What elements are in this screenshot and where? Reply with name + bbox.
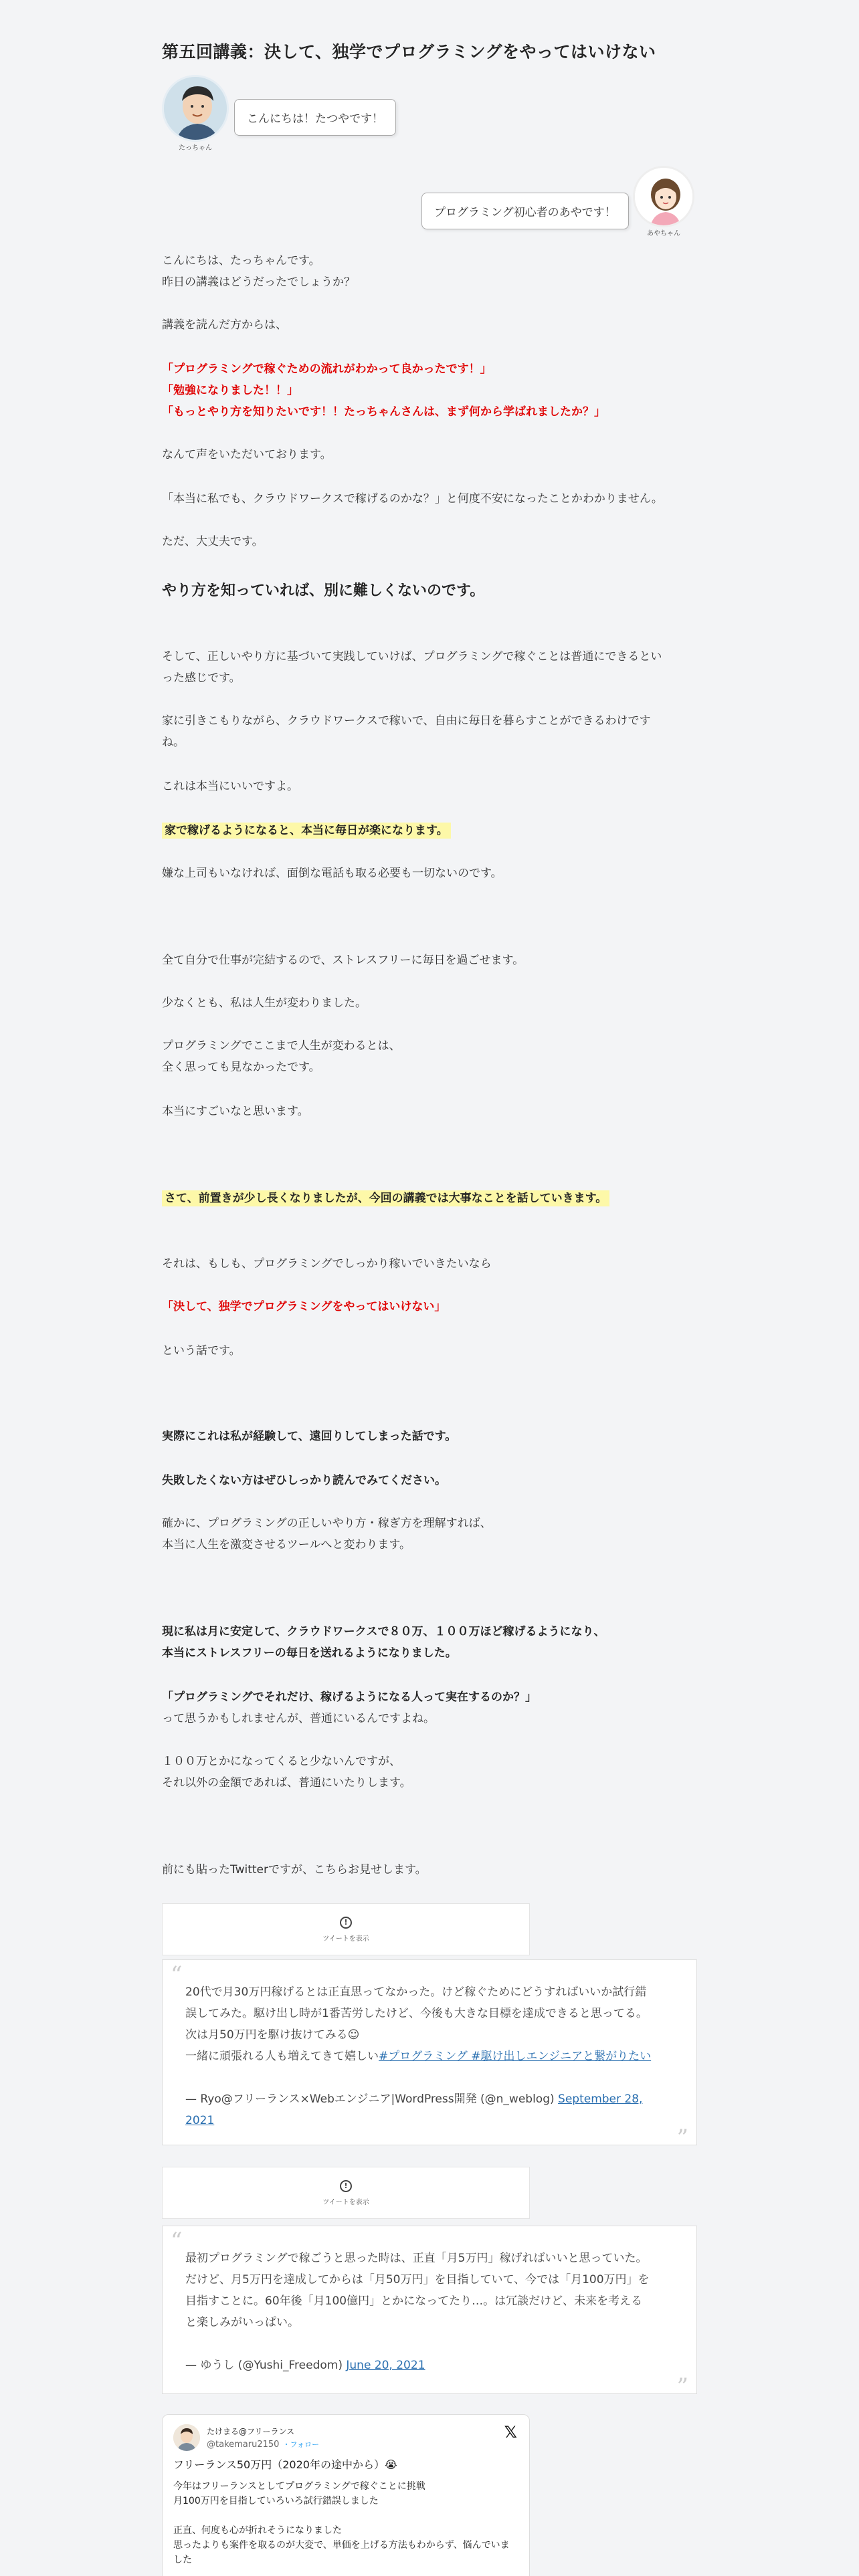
paragraph: １００万とかになってくると少ないんですが、	[162, 1755, 401, 1768]
tweet-embed-placeholder[interactable]	[162, 1903, 530, 1955]
quote-line: 目指すことに。60年後「月100億円」とかになってたり…。は冗談だけど、未来を考える	[185, 2294, 643, 2308]
embed-caption: ツイートを表示	[322, 2198, 369, 2206]
tweet-author-name[interactable]: たけまる@フリーランス	[207, 2427, 295, 2436]
paragraph: 全く思っても見なかったです。	[162, 1061, 320, 1074]
quote-line: 次は月50万円を駆け抜けてみる☺︎	[185, 2028, 360, 2042]
red-quote: 「決して、独学でプログラミングをやってはいけない」	[162, 1300, 446, 1313]
bold-line: 「プログラミングでそれだけ、稼げるようになる人って実在するのか？」	[162, 1691, 537, 1704]
chat-left	[162, 75, 697, 155]
highlight-line	[162, 820, 704, 841]
section-heading: やり方を知っていれば、別に難しくないのです。	[162, 582, 485, 599]
tacchan-name: たっちゃん	[179, 144, 212, 152]
red-quote: 「勉強になりました！！」	[162, 384, 298, 397]
tweet-embed-placeholder[interactable]	[162, 2167, 530, 2219]
tweet-body: 今年はフリーランスとしてプログラミングで稼ぐことに挑戦 月100万円を目指していろいろ試行錯誤しました 正直、何度も心が折れそうになりました 思ったよりも案件を取るのが大変で、単価を上げる方法もわからず、悩んでいました	[173, 2481, 510, 2565]
paragraph: 全て自分で仕事が完結するので、ストレスフリーに毎日を過ごせます。	[162, 954, 524, 967]
follow-link[interactable]: ・フォロー	[282, 2440, 319, 2449]
paragraph: なんて声をいただいております。	[162, 448, 332, 461]
tacchan-message: こんにちは！たつやです！	[234, 99, 396, 136]
bold-line: 実際にこれは私が経験して、遠回りしてしまった話です。	[162, 1430, 457, 1443]
paragraph: これは本当にいいですよ。	[162, 780, 298, 793]
quote-line: 一緒に頑張れる人も増えてきて嬉しい	[185, 2050, 379, 2063]
red-quote: 「もっとやり方を知りたいです！！たっちゃんさんは、まず何から学ばれましたか？」	[162, 405, 605, 419]
tweet-card[interactable]	[162, 2414, 530, 2576]
paragraph: それは、もしも、プログラミングでしっかり稼いでいきたいなら	[162, 1257, 492, 1271]
info-icon: !	[340, 2180, 352, 2192]
paragraph: そして、正しいやり方に基づいて実践していけば、プログラミングで稼ぐことは普通にできるとい	[162, 650, 662, 663]
quote-author: — ゆうし (@Yushi_Freedom)	[185, 2359, 343, 2372]
aya-name: あやちゃん	[647, 230, 680, 237]
paragraph: 本当に人生を激変させるツールへと変わります。	[162, 1538, 411, 1551]
paragraph: こんにちは、たっちゃんです。	[162, 254, 320, 267]
quote-line: 20代で月30万円稼げるとは正直思ってなかった。けど稼ぐためにどうすればいいか試行錯	[185, 1985, 647, 1999]
paragraph: った感じです。	[162, 671, 241, 685]
page-title: 第五回講義：決して、独学でプログラミングをやってはいけない	[162, 42, 656, 62]
x-logo-icon[interactable]: 𝕏	[504, 2423, 517, 2442]
bold-line: 失敗したくない方はぜひしっかり読んでみてください。	[162, 1474, 446, 1487]
tacchan-avatar	[162, 75, 229, 142]
paragraph: ね。	[162, 736, 185, 749]
paragraph: 昨日の講義はどうだったでしょうか？	[162, 276, 355, 289]
highlight-text: さて、前置きが少し長くなりましたが、今回の講義では大事なことを話していきます。	[162, 1190, 609, 1206]
info-icon: !	[340, 1917, 352, 1929]
close-quote-icon: ”	[676, 2373, 688, 2400]
paragraph: プログラミングでここまで人生が変わるとは、	[162, 1039, 401, 1053]
tweet-quote	[162, 2226, 697, 2400]
tweet-headline: フリーランス50万円（2020年の途中から）😭	[173, 2458, 397, 2471]
woman-icon	[635, 168, 694, 227]
user-icon	[173, 2424, 200, 2451]
paragraph: という話です。	[162, 1344, 241, 1358]
quote-line: だけど、月5万円を達成してからは「月50万円」を目指していて、今では「月100万円」を	[185, 2273, 650, 2286]
hashtag-link[interactable]: #プログラミング #駆け出しエンジニアと繋がりたい	[379, 2050, 652, 2063]
tweet-quote	[162, 1959, 697, 2151]
tweet-handle[interactable]: @takemaru2150	[207, 2440, 280, 2450]
paragraph: 家に引きこもりながら、クラウドワークスで稼いで、自由に毎日を暮らすことができるわけです	[162, 714, 651, 728]
paragraph: 前にも貼ったTwitterですが、こちらお見せします。	[162, 1863, 427, 1876]
highlight-line	[162, 1188, 704, 1209]
quote-date-link[interactable]: June 20, 2021	[346, 2359, 425, 2372]
person-icon	[164, 77, 229, 142]
paragraph: それ以外の金額であれば、普通にいたりします。	[162, 1776, 411, 1790]
paragraph: 少なくとも、私は人生が変わりました。	[162, 996, 367, 1010]
paragraph: ただ、大丈夫です。	[162, 535, 264, 548]
quote-author: — Ryo@フリーランス×Webエンジニア|WordPress開発 (@n_weblog)	[185, 2092, 555, 2106]
quote-date-link[interactable]: September 28, 2021	[185, 2092, 643, 2127]
red-quote: 「プログラミングで稼ぐための流れがわかって良かったです！」	[162, 362, 492, 376]
open-quote-icon: “	[171, 2228, 183, 2254]
highlight-text: 家で稼げるようになると、本当に毎日が楽になります。	[162, 823, 451, 839]
quote-line: と楽しみがいっぱい。	[185, 2316, 299, 2329]
close-quote-icon: ”	[676, 2125, 688, 2151]
paragraph: 講義を読んだ方からは、	[162, 318, 287, 332]
bold-line: 現に私は月に安定して、クラウドワークスで８０万、１００万ほど稼げるようになり、	[162, 1625, 605, 1638]
quote-line: 最初プログラミングで稼ごうと思った時は、正直「月5万円」稼げればいいと思っていた。	[185, 2252, 648, 2265]
paragraph: 確かに、プログラミングの正しいやり方・稼ぎ方を理解すれば、	[162, 1517, 492, 1530]
aya-avatar	[633, 166, 694, 227]
paragraph: 嫌な上司もいなければ、面倒な電話も取る必要も一切ないのです。	[162, 867, 502, 880]
bold-line: 本当にストレスフリーの毎日を送れるようになりました。	[162, 1646, 457, 1660]
paragraph: 本当にすごいなと思います。	[162, 1105, 309, 1118]
quote-line: 誤してみた。駆け出し時が1番苦労したけど、今後も大きな目標を達成できると思ってる。	[185, 2007, 648, 2020]
open-quote-icon: “	[171, 1961, 183, 1988]
paragraph: 「本当に私でも、クラウドワークスで稼げるのかな？」と何度不安になったことかわかりません。	[162, 492, 663, 506]
tweet-avatar[interactable]	[173, 2424, 200, 2451]
chat-right	[162, 166, 697, 239]
paragraph: って思うかもしれませんが、普通にいるんですよね。	[162, 1712, 435, 1725]
aya-message: プログラミング初心者のあやです！	[421, 193, 629, 229]
embed-caption: ツイートを表示	[322, 1935, 369, 1943]
